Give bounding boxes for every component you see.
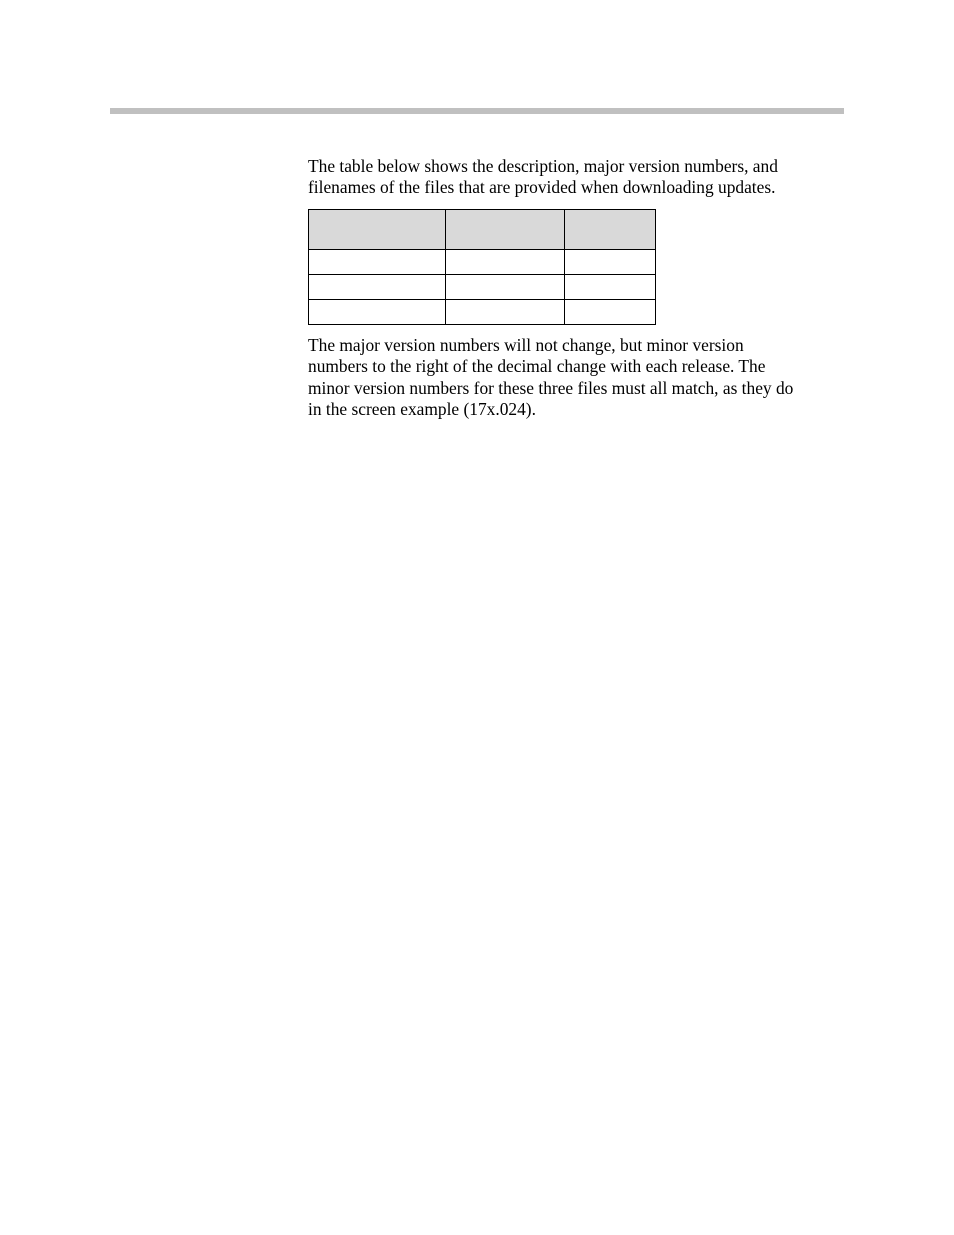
- header-rule: [110, 108, 844, 114]
- update-files-table: [308, 209, 656, 325]
- header-major-version: [446, 209, 565, 249]
- table-cell: [309, 274, 446, 299]
- table-row: [309, 249, 656, 274]
- header-filename: [565, 209, 656, 249]
- table-cell: [565, 299, 656, 324]
- intro-paragraph: The table below shows the description, major version numbers, and filenames of the files that are provided when downloading updates.: [308, 156, 778, 198]
- table-cell: [446, 299, 565, 324]
- version-note-paragraph: The major version numbers will not change, but minor version numbers to the right of the decimal change with each release. The minor version numbers for these three files must all match, as they do in the screen example (17x.024).: [308, 334, 794, 420]
- table-row: [309, 299, 656, 324]
- table-cell: [446, 249, 565, 274]
- table-cell: [565, 249, 656, 274]
- table-header-row: [309, 209, 656, 249]
- table-cell: [446, 274, 565, 299]
- document-body: [308, 156, 848, 420]
- table-row: [309, 274, 656, 299]
- table-cell: [565, 274, 656, 299]
- table-cell: [309, 249, 446, 274]
- header-description: [309, 209, 446, 249]
- table-cell: [309, 299, 446, 324]
